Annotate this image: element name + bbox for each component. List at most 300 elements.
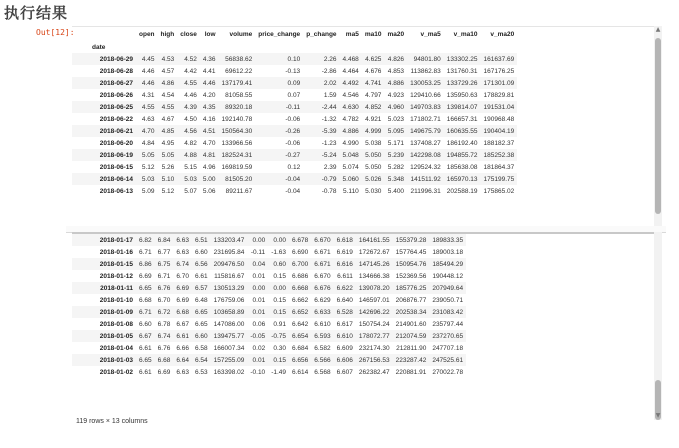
table-row	[72, 270, 466, 282]
table-cell: 6.71	[139, 248, 152, 256]
table-cell: 4.46	[184, 91, 197, 99]
table-cell: 6.77	[157, 248, 171, 256]
table-cell: 6.617	[336, 320, 353, 328]
row-index-date: 2018-01-17	[72, 234, 136, 246]
table-cell: 6.690	[292, 248, 309, 256]
dataframe-table-top	[72, 27, 517, 197]
table-cell: 5.050	[365, 163, 382, 171]
scroll-down-arrow-icon[interactable]: ▼	[655, 412, 661, 419]
table-cell: -5.24	[303, 149, 339, 161]
table-cell: -0.06	[285, 139, 301, 147]
table-cell: 6.619	[336, 248, 353, 256]
table-cell: 185252.38	[481, 149, 518, 161]
table-cell: 4.67	[161, 115, 175, 123]
table-cell: 185776.25	[393, 282, 430, 294]
table-cell: 6.616	[334, 258, 356, 270]
table-cell: 0.00	[247, 234, 268, 246]
table-cell: 1.59	[323, 91, 337, 99]
index-header-blank	[72, 27, 136, 41]
table-cell: 5.10	[158, 173, 178, 185]
table-cell: 4.56	[177, 125, 200, 137]
table-cell: 6.640	[336, 296, 353, 304]
table-cell: 150564.30	[219, 125, 256, 137]
table-cell: 6.652	[289, 306, 311, 318]
table-cell: 5.06	[202, 187, 216, 195]
table-cell: 0.01	[252, 272, 266, 280]
table-cell: -0.10	[250, 368, 266, 376]
table-cell: 6.566	[311, 354, 333, 366]
table-cell: 4.16	[202, 115, 216, 123]
table-cell: 0.02	[252, 344, 266, 352]
table-cell: 157255.09	[211, 354, 248, 366]
column-header: ma5	[345, 30, 359, 38]
column-header: high	[160, 30, 175, 38]
table-cell: -0.79	[303, 173, 339, 185]
table-cell: 169819.59	[221, 163, 253, 171]
table-cell: 4.35	[200, 101, 219, 113]
table-row	[72, 282, 466, 294]
row-index-date: 2018-01-03	[72, 354, 136, 366]
table-cell: 155379.28	[393, 234, 430, 246]
table-cell: 161637.69	[481, 53, 518, 65]
table-cell: 0.00	[268, 234, 289, 246]
table-cell: -2.44	[303, 101, 339, 113]
table-cell: 6.70	[157, 296, 171, 304]
row-index-date: 2018-01-11	[72, 282, 136, 294]
table-cell: 202538.34	[393, 306, 430, 318]
table-row	[72, 137, 517, 149]
row-index-date: 2018-01-16	[99, 248, 133, 256]
table-cell: 6.63	[176, 368, 189, 376]
table-cell: 6.671	[311, 258, 333, 270]
table-cell: 186192.40	[446, 139, 478, 147]
table-cell: 81505.20	[219, 173, 256, 185]
table-cell: 0.00	[268, 282, 289, 294]
table-cell: 4.55	[158, 101, 178, 113]
table-cell: 160635.55	[444, 125, 481, 137]
table-cell: 6.614	[292, 368, 309, 376]
row-index-date: 2018-01-08	[99, 320, 133, 328]
table-cell: 4.999	[362, 125, 385, 137]
table-cell: 6.67	[136, 330, 155, 342]
row-index-date: 2018-01-12	[99, 272, 133, 280]
table-cell: 6.633	[311, 306, 333, 318]
table-cell: 270022.78	[432, 368, 464, 376]
table-cell: 175199.75	[481, 173, 518, 185]
table-cell: 134666.38	[358, 272, 390, 280]
table-cell: 163398.02	[213, 368, 245, 376]
table-cell: 6.610	[334, 330, 356, 342]
table-cell: 4.960	[384, 101, 407, 113]
table-cell: 6.70	[176, 272, 189, 280]
table-cell: 6.65	[136, 354, 155, 366]
table-cell: 6.69	[176, 296, 189, 304]
table-cell: 6.700	[289, 258, 311, 270]
table-cell: 6.61	[139, 344, 152, 352]
table-cell: 171802.71	[410, 115, 441, 123]
table-cell: 5.060	[340, 173, 362, 185]
table-cell: 188182.37	[483, 139, 515, 147]
table-cell: 5.26	[161, 163, 175, 171]
table-cell: 4.55	[136, 101, 158, 113]
row-index-date: 2018-06-21	[72, 125, 136, 137]
table-cell: 6.671	[314, 248, 331, 256]
table-cell: -1.32	[321, 115, 337, 123]
table-cell: 211996.31	[410, 187, 441, 195]
table-cell: 6.593	[311, 330, 333, 342]
table-cell: 133966.56	[221, 139, 253, 147]
table-cell: 5.038	[365, 139, 382, 147]
table-cell: 5.026	[362, 173, 385, 185]
table-cell: 5.023	[387, 115, 405, 123]
table-row	[72, 354, 466, 366]
table-cell: 4.57	[161, 67, 175, 75]
table-cell: 4.853	[387, 67, 405, 75]
table-cell: -0.27	[255, 149, 303, 161]
row-index-date: 2018-06-29	[72, 53, 136, 65]
table-cell: 175865.02	[483, 187, 515, 195]
table-cell: 131760.31	[446, 67, 478, 75]
table-cell: 194855.72	[444, 149, 481, 161]
table-cell: 232174.30	[358, 344, 390, 352]
table-cell: 4.492	[340, 77, 362, 89]
table-cell: 142696.22	[356, 306, 393, 318]
table-cell: 6.57	[192, 282, 211, 294]
table-cell: 0.00	[247, 282, 268, 294]
table-cell: 6.51	[192, 234, 211, 246]
table-cell: 6.56	[192, 258, 211, 270]
table-cell: 4.46	[200, 77, 219, 89]
table-cell: 6.65	[194, 320, 208, 328]
row-index-date: 2018-06-22	[99, 115, 133, 123]
table-cell: 2.02	[303, 77, 339, 89]
table-cell: 133729.26	[444, 77, 481, 89]
table-cell: 164161.55	[356, 234, 393, 246]
column-header: volume	[229, 30, 253, 38]
table-cell: 5.03	[177, 173, 200, 185]
table-cell: 5.171	[387, 139, 405, 147]
table-cell: 6.622	[334, 282, 356, 294]
table-cell: 150754.24	[358, 320, 390, 328]
table-cell: 5.110	[343, 187, 359, 195]
table-cell: 129410.66	[410, 91, 441, 99]
table-cell: 4.54	[161, 91, 175, 99]
table-cell: 81058.55	[225, 91, 253, 99]
table-cell: 6.76	[155, 282, 174, 294]
column-header: v_ma20	[490, 30, 515, 38]
table-cell: 4.826	[384, 53, 407, 65]
table-cell: 0.09	[255, 77, 303, 89]
table-cell: 115816.67	[214, 272, 245, 280]
table-cell: -1.49	[271, 368, 287, 376]
column-header: p_change	[306, 30, 337, 38]
table-cell: 178072.77	[356, 330, 393, 342]
table-cell: 6.60	[194, 248, 208, 256]
table-cell: -0.04	[255, 173, 303, 185]
table-cell: 94801.80	[407, 53, 444, 65]
column-header: v_ma10	[453, 30, 478, 38]
table-cell: 6.676	[311, 282, 333, 294]
table-cell: -1.23	[321, 139, 337, 147]
table-cell: 130513.29	[211, 282, 248, 294]
table-cell: 4.546	[342, 91, 359, 99]
table-cell: 6.75	[155, 258, 174, 270]
table-cell: 191531.04	[481, 101, 518, 113]
row-index-date: 2018-01-05	[72, 330, 136, 342]
table-cell: 5.05	[158, 149, 178, 161]
table-cell: 2.26	[303, 53, 339, 65]
table-cell: -0.75	[268, 330, 289, 342]
table-cell: 0.12	[287, 163, 301, 171]
table-cell: 172672.67	[358, 248, 390, 256]
table-cell: 6.71	[136, 306, 155, 318]
table-cell: 4.464	[342, 67, 359, 75]
table-cell: 6.63	[176, 248, 189, 256]
table-cell: 6.678	[289, 234, 311, 246]
table-cell: 176759.06	[213, 296, 245, 304]
table-cell: 166007.34	[213, 344, 245, 352]
bottom-vertical-scrollbar[interactable]	[654, 232, 662, 420]
table-cell: 133203.47	[211, 234, 248, 246]
table-row	[72, 185, 517, 197]
table-row	[72, 89, 517, 101]
table-cell: 130053.25	[407, 77, 444, 89]
table-cell: 4.51	[200, 125, 219, 137]
table-cell: -0.78	[321, 187, 337, 195]
table-cell: 4.50	[184, 115, 197, 123]
table-cell: 6.611	[337, 272, 353, 280]
table-cell: 6.86	[136, 258, 155, 270]
table-cell: 6.582	[314, 344, 331, 352]
table-cell: 4.70	[136, 125, 158, 137]
table-cell: 4.45	[136, 53, 158, 65]
table-cell: 6.53	[194, 368, 208, 376]
table-cell: 165970.13	[444, 173, 481, 185]
table-cell: 6.609	[336, 344, 353, 352]
table-cell: 6.72	[155, 306, 174, 318]
row-index-date: 2018-01-15	[72, 258, 136, 270]
scrollbar-thumb[interactable]	[655, 38, 661, 214]
table-cell: 4.85	[158, 125, 178, 137]
table-row	[72, 161, 517, 173]
table-row	[72, 53, 517, 65]
table-cell: 69612.22	[225, 67, 253, 75]
table-cell: 0.15	[268, 306, 289, 318]
table-cell: 185638.08	[446, 163, 478, 171]
table-cell: 5.400	[387, 187, 405, 195]
table-cell: 5.05	[136, 149, 158, 161]
dataframe-bottom-panel[interactable]	[72, 232, 662, 410]
table-cell: 146597.01	[358, 296, 390, 304]
table-cell: 6.66	[176, 344, 189, 352]
table-cell: 6.642	[292, 320, 309, 328]
table-cell: 6.69	[173, 282, 192, 294]
table-cell: 129524.32	[410, 163, 441, 171]
table-cell: 0.60	[268, 258, 289, 270]
table-cell: 6.656	[289, 354, 311, 366]
table-cell: 4.36	[200, 53, 219, 65]
index-name-row	[72, 41, 517, 53]
table-row	[72, 173, 517, 185]
table-cell: 5.282	[387, 163, 405, 171]
table-cell: 6.61	[139, 368, 152, 376]
table-cell: 6.68	[173, 306, 192, 318]
table-cell: 237270.65	[429, 330, 466, 342]
table-cell: 137408.27	[410, 139, 441, 147]
table-cell: 6.60	[139, 320, 152, 328]
table-row	[72, 294, 466, 306]
row-index-date: 2018-06-19	[72, 149, 136, 161]
table-cell: 4.46	[136, 77, 158, 89]
table-cell: 6.654	[289, 330, 311, 342]
table-cell: 6.670	[311, 234, 333, 246]
top-vertical-scrollbar[interactable]	[654, 26, 662, 226]
table-cell: -0.06	[285, 115, 301, 123]
table-cell: -0.13	[285, 67, 301, 75]
table-cell: 5.095	[384, 125, 407, 137]
table-cell: 4.88	[177, 149, 200, 161]
table-cell: 6.64	[173, 354, 192, 366]
table-row	[72, 318, 466, 330]
table-cell: -2.86	[321, 67, 337, 75]
table-cell: 0.91	[273, 320, 287, 328]
table-cell: 5.03	[136, 173, 158, 185]
table-cell: 267156.53	[356, 354, 393, 366]
column-header: low	[204, 30, 216, 38]
table-cell: 0.15	[273, 296, 287, 304]
table-cell: 4.31	[141, 91, 155, 99]
table-cell: 4.625	[362, 53, 385, 65]
table-cell: 192140.78	[221, 115, 253, 123]
table-cell: 190968.48	[483, 115, 515, 123]
table-cell: 5.12	[161, 187, 175, 195]
table-cell: 4.886	[340, 125, 362, 137]
table-cell: 4.852	[362, 101, 385, 113]
table-cell: 212811.90	[396, 344, 427, 352]
table-cell: 4.96	[202, 163, 216, 171]
table-cell: -5.39	[303, 125, 339, 137]
table-cell: 4.921	[365, 115, 382, 123]
table-cell: 0.04	[247, 258, 268, 270]
table-cell: 206876.77	[395, 296, 427, 304]
table-cell: -0.11	[255, 101, 303, 113]
table-cell: 6.670	[314, 272, 331, 280]
table-cell: 56838.62	[219, 53, 256, 65]
table-cell: 6.74	[155, 330, 174, 342]
row-index-date: 2018-06-26	[99, 91, 133, 99]
table-cell: 4.20	[202, 91, 216, 99]
table-cell: 167176.25	[483, 67, 515, 75]
table-cell: 142298.08	[407, 149, 444, 161]
table-row	[72, 149, 517, 161]
table-cell: 152369.56	[395, 272, 427, 280]
table-cell: 185494.29	[429, 258, 466, 270]
table-cell: 147145.26	[356, 258, 393, 270]
table-cell: 247525.61	[429, 354, 466, 366]
table-cell: 4.797	[365, 91, 382, 99]
table-cell: 6.610	[314, 320, 331, 328]
table-cell: 178829.81	[483, 91, 515, 99]
table-cell: 4.923	[387, 91, 405, 99]
table-cell: 6.662	[292, 296, 309, 304]
dataframe-top-panel[interactable]	[72, 26, 662, 227]
table-cell: 6.528	[334, 306, 356, 318]
table-cell: 190448.12	[432, 272, 464, 280]
table-row	[72, 330, 466, 342]
table-cell: 5.048	[340, 149, 362, 161]
table-cell: 5.030	[365, 187, 382, 195]
row-index-date: 2018-06-13	[99, 187, 133, 195]
table-cell: -0.26	[255, 125, 303, 137]
table-cell: 166657.31	[446, 115, 478, 123]
table-cell: 202588.19	[446, 187, 478, 195]
table-cell: 0.30	[273, 344, 287, 352]
table-cell: 4.46	[141, 67, 155, 75]
table-cell: 5.12	[141, 163, 155, 171]
table-cell: 149703.83	[407, 101, 444, 113]
table-cell: 4.990	[342, 139, 359, 147]
table-cell: 0.07	[287, 91, 301, 99]
table-cell: 4.53	[158, 53, 178, 65]
table-cell: 4.86	[158, 77, 178, 89]
scroll-up-arrow-icon[interactable]: ▲	[655, 26, 661, 33]
table-cell: 157764.45	[395, 248, 427, 256]
table-cell: 6.684	[292, 344, 309, 352]
table-row	[72, 246, 466, 258]
table-cell: 6.69	[139, 272, 152, 280]
column-header-row	[72, 27, 517, 41]
table-cell: -0.05	[247, 330, 268, 342]
table-row	[72, 113, 517, 125]
table-cell: 4.41	[202, 67, 216, 75]
table-cell: -1.63	[271, 248, 287, 256]
table-cell: 6.668	[289, 282, 311, 294]
table-cell: 5.09	[141, 187, 155, 195]
table-cell: 0.01	[247, 306, 268, 318]
table-cell: 4.63	[141, 115, 155, 123]
table-cell: 6.606	[334, 354, 356, 366]
row-index-date: 2018-06-15	[99, 163, 133, 171]
table-cell: 231695.84	[213, 248, 245, 256]
table-cell: 0.15	[268, 354, 289, 366]
table-cell: 214901.60	[395, 320, 427, 328]
table-cell: 4.95	[161, 139, 175, 147]
table-cell: 6.63	[173, 234, 192, 246]
dataframe-shape-summary: 119 rows × 13 columns	[76, 418, 148, 425]
table-cell: 6.74	[173, 258, 192, 270]
table-row	[72, 65, 517, 77]
table-cell: 0.01	[252, 296, 266, 304]
row-index-date: 2018-01-02	[99, 368, 133, 376]
table-row	[72, 342, 466, 354]
column-header: v_ma5	[420, 30, 441, 38]
table-cell: -0.11	[250, 248, 266, 256]
row-index-date: 2018-01-04	[99, 344, 133, 352]
table-cell: 4.52	[177, 53, 200, 65]
table-cell: 139078.20	[356, 282, 393, 294]
table-cell: 4.741	[362, 77, 385, 89]
table-cell: 4.70	[202, 139, 216, 147]
table-cell: 212074.59	[393, 330, 430, 342]
table-cell: 6.48	[194, 296, 208, 304]
table-cell: 189833.35	[429, 234, 466, 246]
table-cell: 181864.37	[483, 163, 515, 171]
index-name-header: date	[92, 43, 106, 51]
table-cell: 4.782	[342, 115, 359, 123]
column-header: open	[139, 30, 155, 38]
table-cell: 0.01	[247, 354, 268, 366]
table-cell: 189003.18	[432, 248, 464, 256]
